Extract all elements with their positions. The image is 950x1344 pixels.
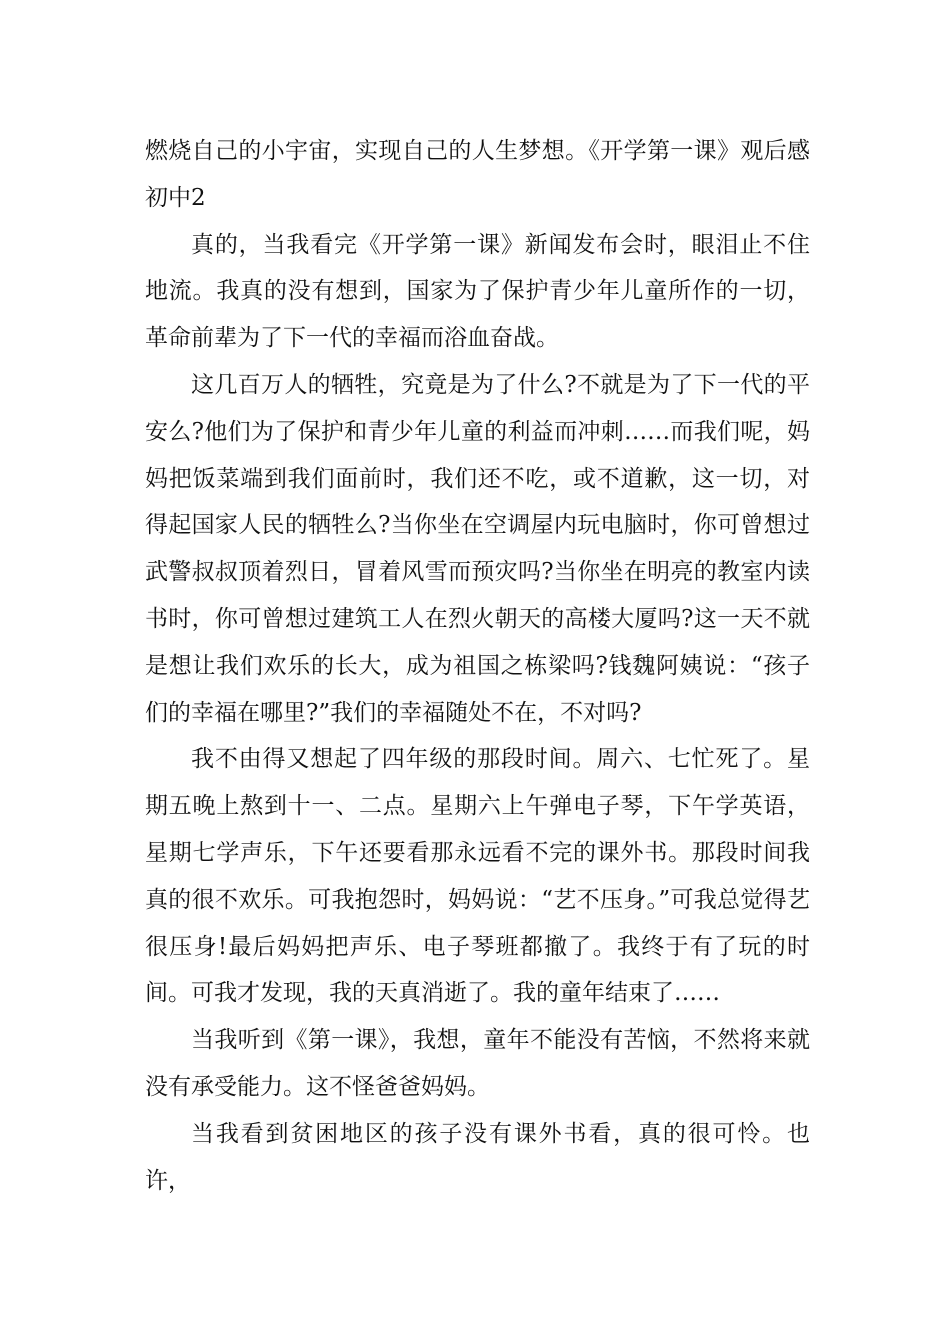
paragraph-4: 我不由得又想起了四年级的那段时间。周六、七忙死了。星期五晚上熬到十一、二点。星期六上午弹电子琴，下午学英语，星期七学声乐，下午还要看那永远看不完的课外书。那段时间我真的很不欢乐。可我抱怨时，妈妈说：“艺不压身。”可我总觉得艺很压身!最后妈妈把声乐、电子琴班都撤了。我终于有了玩的时间。可我才发现，我的天真消逝了。我的童年结束了…… bbox=[145, 746, 810, 1007]
document-body bbox=[145, 128, 810, 1204]
paragraph-3: 这几百万人的牺牲，究竟是为了什么?不就是为了下一代的平安么?他们为了保护和青少年儿童的利益而冲刺……而我们呢，妈妈把饭菜端到我们面前时，我们还不吃，或不道歉，这一切，对得起国家人民的牺牲么?当你坐在空调屋内玩电脑时，你可曾想过武警叔叔顶着烈日，冒着风雪而预灾吗?当你坐在明亮的教室内读书时，你可曾想过建筑工人在烈火朝天的高楼大厦吗?这一天不就是想让我们欢乐的长大，成为祖国之栋梁吗?钱魏阿姨说：“孩子们的幸福在哪里?”我们的幸福随处不在，不对吗? bbox=[145, 371, 810, 726]
paragraph-1: 燃烧自己的小宇宙，实现自己的人生梦想。《开学第一课》观后感初中2 bbox=[145, 138, 810, 211]
paragraph-2: 真的，当我看完《开学第一课》新闻发布会时，眼泪止不住地流。我真的没有想到，国家为了保护青少年儿童所作的一切，革命前辈为了下一代的幸福而浴血奋战。 bbox=[145, 231, 810, 352]
paragraph-6: 当我看到贫困地区的孩子没有课外书看，真的很可怜。也许， bbox=[145, 1120, 810, 1194]
paragraph-5: 当我听到《第一课》，我想，童年不能没有苦恼，不然将来就没有承受能力。这不怪爸爸妈妈。 bbox=[145, 1027, 810, 1100]
